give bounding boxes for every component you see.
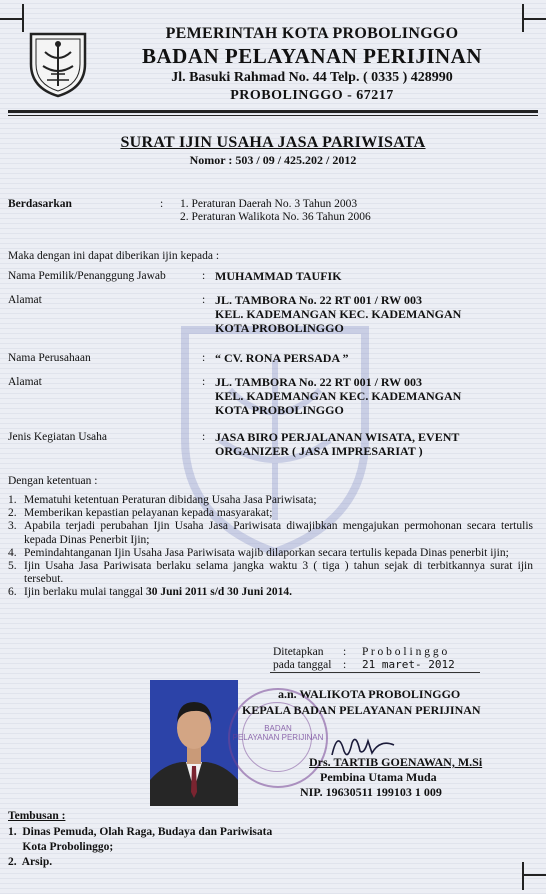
letterhead (92, 24, 532, 105)
corner-mark-top-left-h (0, 18, 22, 20)
company-address-line: KOTA PROBOLINGGO (215, 403, 344, 417)
condition-item: 1. Mematuhi ketentuan Peraturan dibidang Usaha Jasa Pariwisata; (8, 494, 317, 506)
signature-an: a.n. WALIKOTA PROBOLINGGO (278, 687, 461, 701)
company-address-line: JL. TAMBORA No. 22 RT 001 / RW 003 (215, 375, 422, 389)
tembusan-heading: Tembusan : (8, 810, 66, 822)
signatory-nip: NIP. 19630511 199103 1 009 (300, 785, 442, 799)
owner-value: MUHAMMAD TAUFIK (215, 269, 342, 283)
owner-label: Nama Pemilik/Penanggung Jawab (8, 270, 166, 282)
business-type-label: Jenis Kegiatan Usaha (8, 431, 107, 443)
conditions-list (8, 494, 533, 600)
company-address-line: KEL. KADEMANGAN KEC. KADEMANGAN (215, 389, 462, 403)
conditions-heading: Dengan ketentuan : (8, 475, 98, 487)
stamp-text: BADAN PELAYANAN PERIJINAN (232, 724, 324, 742)
header-rule-thin (8, 115, 538, 116)
address-label: Alamat (8, 294, 42, 306)
signatory-rank: Pembina Utama Muda (320, 770, 437, 784)
company-colon: : (202, 352, 206, 364)
business-type-line: JASA BIRO PERJALANAN WISATA, EVENT (215, 430, 460, 444)
condition-item: 2. Memberikan kepastian pelayanan kepada masyarakat; (8, 507, 273, 520)
tembusan-line: 2. Arsip. (8, 856, 53, 868)
header-rule-thick (8, 110, 538, 113)
header-city: PROBOLINGGO - 67217 (230, 88, 394, 103)
tanggal-colon: : (343, 659, 347, 671)
corner-mark-top-right-h (524, 18, 546, 20)
company-address-colon: : (202, 376, 206, 388)
document-number: Nomor : 503 / 09 / 425.202 / 2012 (189, 153, 357, 167)
owner-colon: : (202, 270, 206, 282)
condition-item: 4. Pemindahtanganan Ijin Usaha Jasa Pariwisata wajib dilaporkan secara tertulis kepada Dinas penerbit ijin; (8, 546, 509, 559)
company-label: Nama Perusahaan (8, 352, 91, 364)
corner-mark-bottom-right-h (524, 874, 546, 876)
address-colon: : (202, 294, 206, 306)
intro-text: Maka dengan ini dapat diberikan ijin kepada : (8, 250, 220, 262)
address-line: KEL. KADEMANGAN KEC. KADEMANGAN (215, 307, 462, 321)
date-underline (270, 672, 480, 673)
owner-photo (150, 680, 238, 806)
berdasarkan-item: 1. Peraturan Daerah No. 3 Tahun 2003 (180, 198, 358, 210)
berdasarkan-colon: : (160, 198, 164, 210)
tanggal-value: 21 maret- 2012 (362, 658, 455, 671)
condition-item: 3. Apabila terjadi perubahan Ijin Usaha Jasa Pariwisata diwajibkan mengajukan permohonan secara tertulis kepada Dinas Penerbit Ijin; (8, 520, 533, 546)
header-address: Jl. Basuki Rahmad No. 44 Telp. ( 0335 ) 428990 (171, 70, 453, 85)
business-type-colon: : (202, 431, 206, 443)
document-title: SURAT IJIN USAHA JASA PARIWISATA (120, 134, 426, 151)
ditetapkan-colon: : (343, 646, 347, 658)
business-type-line: ORGANIZER ( JASA IMPRESARIAT ) (215, 444, 423, 458)
condition-item: 5. Ijin Usaha Jasa Pariwisata berlaku selama jangka waktu 3 ( tiga ) tahun sejak di terbitkannya surat ijin tersebut. (8, 560, 533, 586)
city-emblem-icon (27, 30, 89, 98)
address-line: JL. TAMBORA No. 22 RT 001 / RW 003 (215, 293, 422, 307)
ditetapkan-label: Ditetapkan (273, 646, 324, 658)
berdasarkan-item: 2. Peraturan Walikota No. 36 Tahun 2006 (180, 211, 371, 223)
tembusan-line: Kota Probolinggo; (8, 841, 114, 853)
header-government: PEMERINTAH KOTA PROBOLINGGO (165, 25, 459, 42)
ditetapkan-value: P r o b o l i n g g o (362, 646, 448, 658)
company-address-label: Alamat (8, 376, 42, 388)
signatory-name: Drs. TARTIB GOENAWAN, M.Si (309, 755, 483, 769)
berdasarkan-label: Berdasarkan (8, 198, 72, 210)
condition-item: 6. Ijin berlaku mulai tanggal 30 Juni 2011 s/d 30 Juni 2014. (8, 586, 293, 599)
corner-mark-bottom-right (522, 862, 538, 890)
header-agency: BADAN PELAYANAN PERIJINAN (142, 44, 482, 68)
company-value: “ CV. RONA PERSADA ” (215, 351, 349, 365)
signature-position: KEPALA BADAN PELAYANAN PERIJINAN (242, 703, 481, 717)
tanggal-label: pada tanggal (273, 659, 332, 671)
tembusan-line: 1. Dinas Pemuda, Olah Raga, Budaya dan Pariwisata (8, 826, 273, 838)
address-line: KOTA PROBOLINGGO (215, 321, 344, 335)
